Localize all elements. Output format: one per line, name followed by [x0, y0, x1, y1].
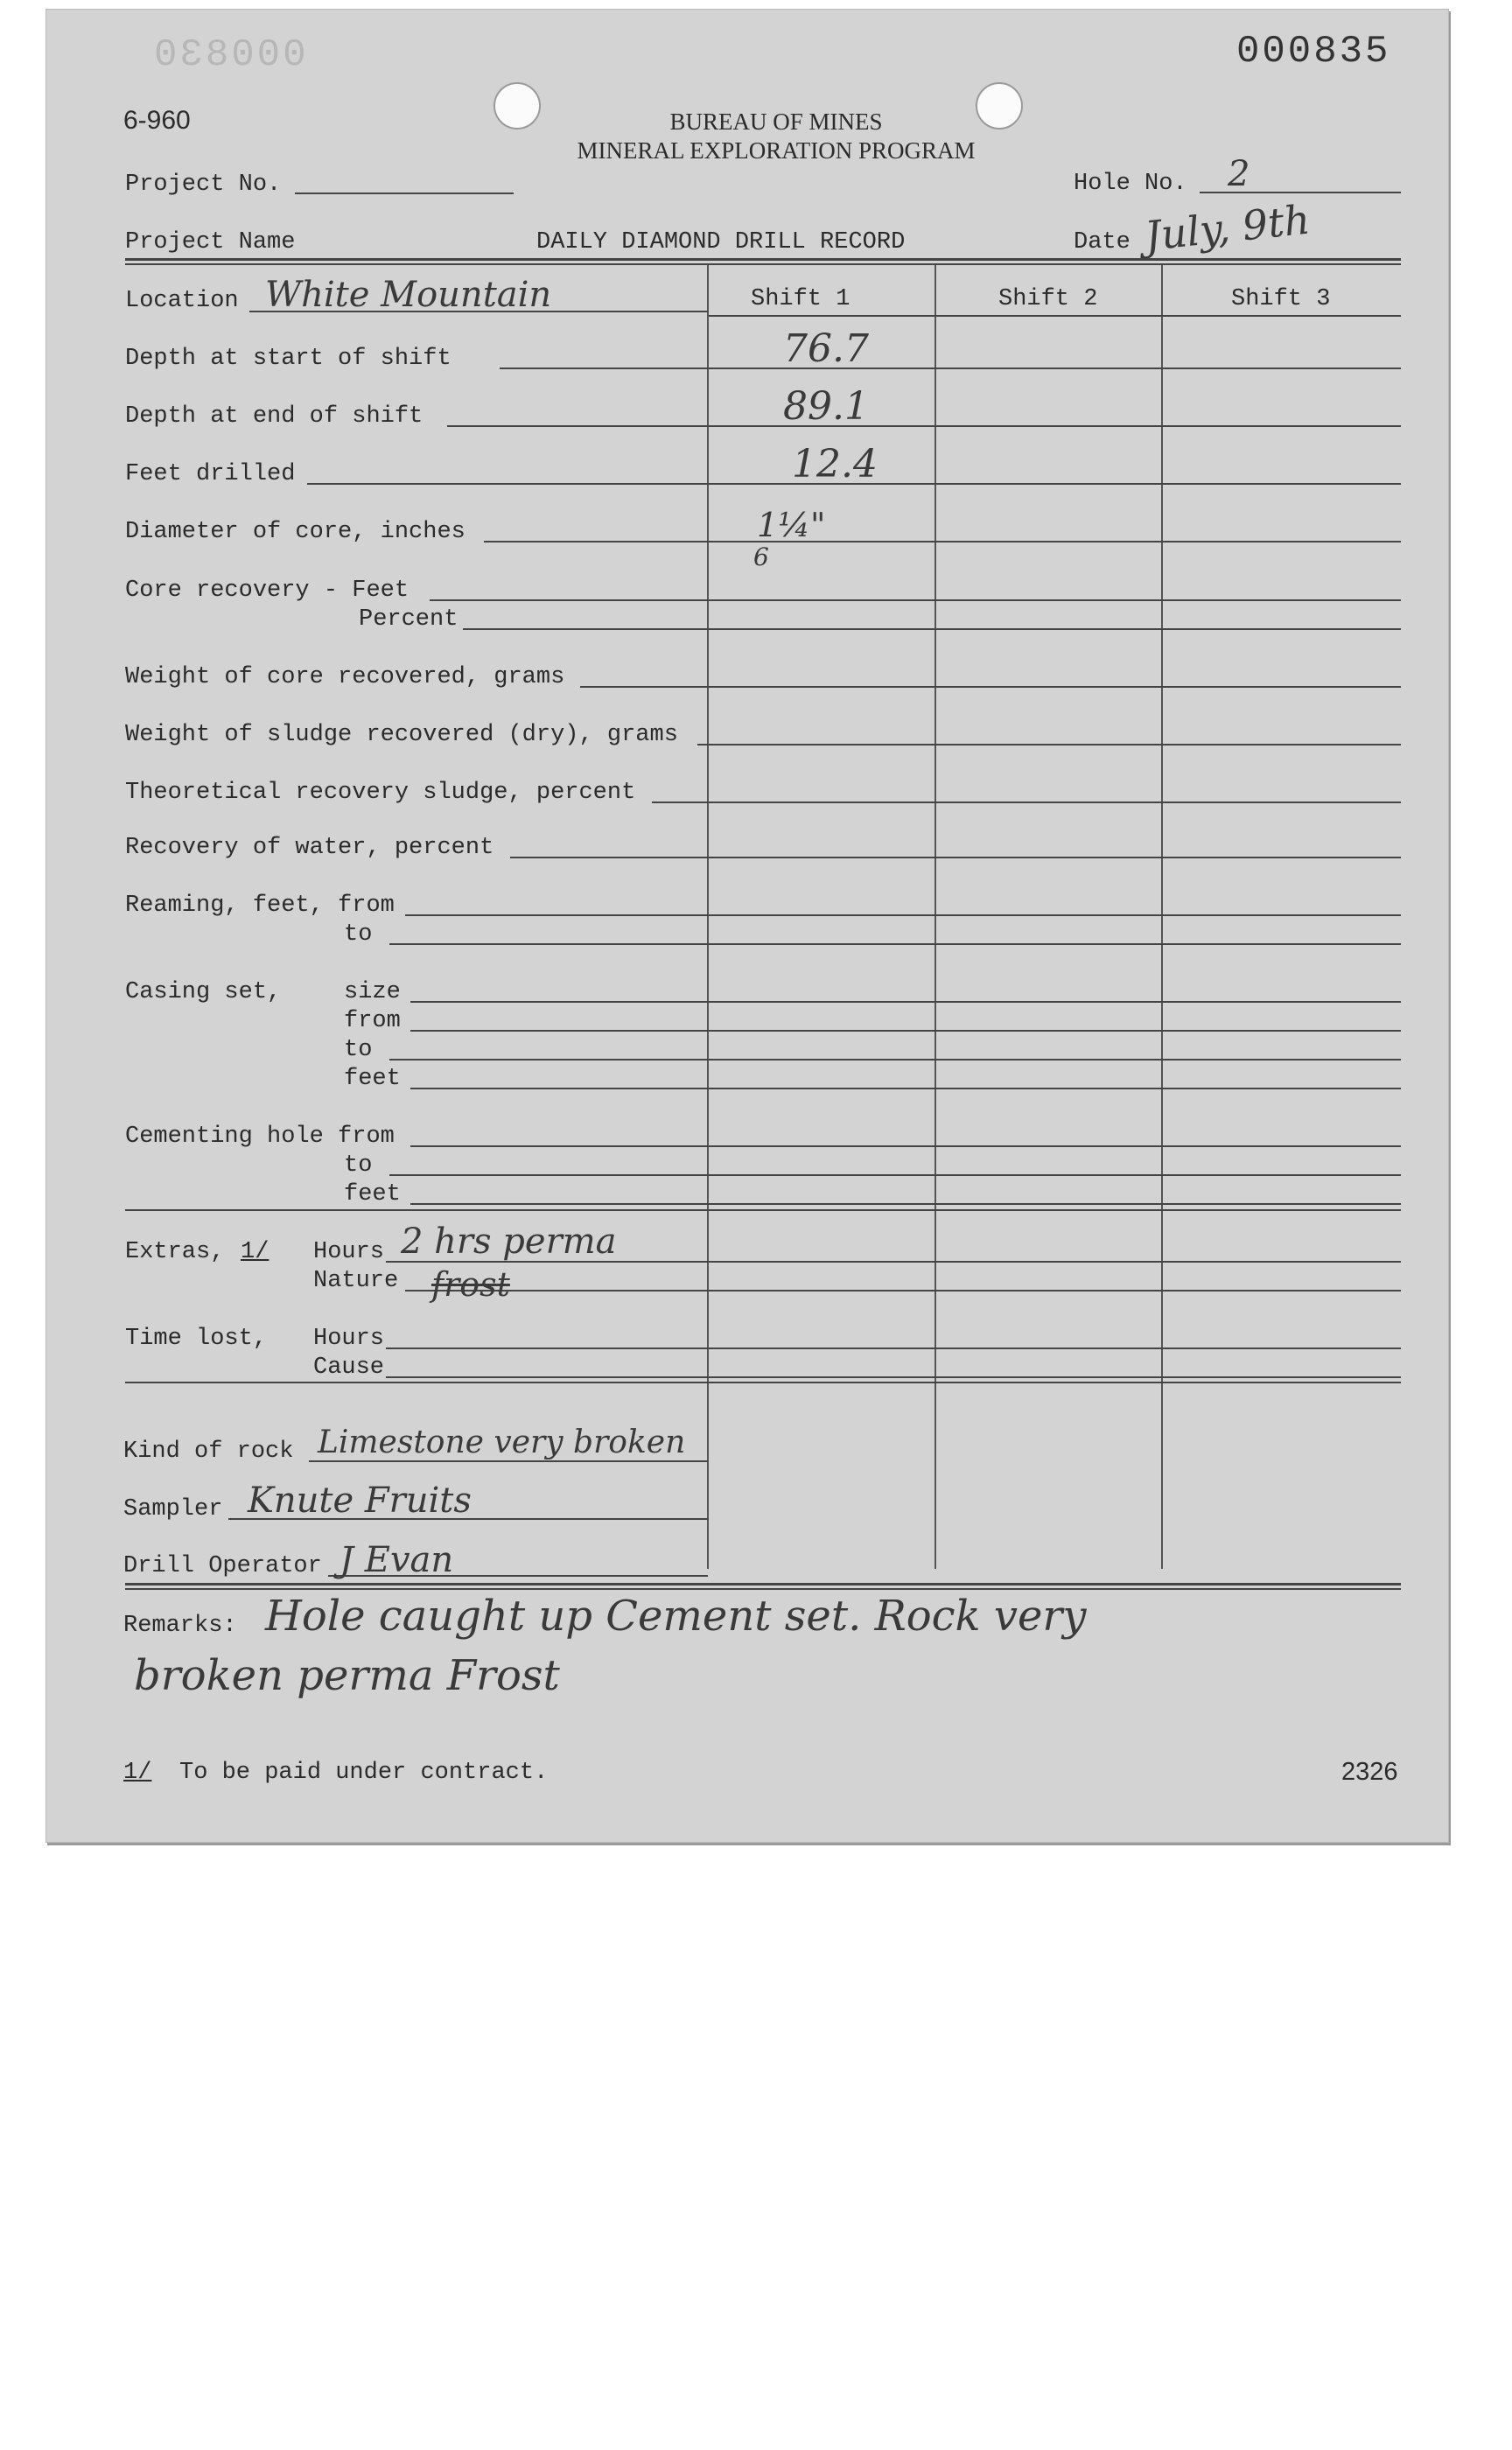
table-bottom-rule — [125, 1583, 1401, 1586]
core-diameter-line — [484, 541, 1401, 542]
col-divider-2 — [934, 265, 936, 1569]
core-diameter-shift1: 1¼" — [757, 506, 826, 544]
extras-hours-label: Hours — [313, 1239, 385, 1265]
table-top-rule-2 — [125, 263, 1401, 265]
extras-footnote-ref: 1/ — [241, 1239, 270, 1265]
shift-1-header: Shift 1 — [751, 286, 850, 312]
casing-to-line — [389, 1059, 1401, 1060]
table-top-rule — [125, 258, 1401, 261]
table-bottom-rule-2 — [125, 1588, 1401, 1590]
weight-core-line — [580, 686, 1401, 688]
time-lost-hours-label: Hours — [313, 1326, 385, 1352]
core-recovery-percent-label: Percent — [359, 606, 458, 633]
weight-sludge-label: Weight of sludge recovered (dry), grams — [125, 722, 678, 748]
weight-sludge-line — [697, 744, 1401, 746]
reaming-to-label: to — [344, 921, 373, 948]
time-lost-hours-line — [386, 1348, 1401, 1349]
project-no-label: Project No. — [125, 172, 282, 198]
theoretical-sludge-label: Theoretical recovery sludge, percent — [125, 780, 636, 806]
date-label: Date — [1074, 229, 1130, 256]
shift-2-header: Shift 2 — [998, 286, 1098, 312]
reaming-label: Reaming, feet, from — [125, 892, 395, 919]
location-label: Location — [125, 288, 239, 314]
kind-of-rock-value: Limestone very broken — [318, 1424, 686, 1460]
extras-label: Extras, — [125, 1239, 225, 1265]
col-divider-1 — [707, 265, 709, 1569]
weight-core-label: Weight of core recovered, grams — [125, 664, 565, 690]
core-recovery-feet-line — [430, 599, 1401, 601]
time-lost-cause-line — [386, 1376, 1401, 1378]
theoretical-sludge-line — [652, 802, 1401, 803]
reaming-to-line — [389, 943, 1401, 945]
serial-stamp-ghost: 000830 — [151, 33, 306, 77]
hole-no-value: 2 — [1228, 154, 1250, 194]
extras-hours-value: 2 hrs perma — [401, 1222, 617, 1262]
serial-stamp: 000835 — [1236, 30, 1391, 74]
feet-drilled-label: Feet drilled — [125, 461, 296, 487]
remarks-line-1: Hole caught up Cement set. Rock very — [265, 1592, 1087, 1641]
casing-feet-line — [410, 1088, 1401, 1089]
page-number: 2326 — [1341, 1758, 1398, 1786]
punch-hole-right — [976, 82, 1023, 130]
drill-operator-value: J Evan — [340, 1540, 454, 1580]
location-shift-line — [709, 315, 1401, 317]
form-number: 6-960 — [123, 106, 191, 135]
col-divider-3 — [1161, 265, 1163, 1569]
extras-nature-line — [405, 1290, 1401, 1292]
depth-start-shift1: 76.7 — [783, 326, 869, 371]
core-diameter-label: Diameter of core, inches — [125, 519, 466, 545]
cementing-rule — [125, 1209, 1401, 1211]
depth-end-shift1: 89.1 — [783, 384, 869, 429]
sampler-label: Sampler — [123, 1496, 223, 1522]
extras-nature-value: frost — [431, 1265, 510, 1304]
drill-operator-label: Drill Operator — [123, 1553, 322, 1579]
cementing-to-line — [389, 1174, 1401, 1176]
casing-from-line — [410, 1030, 1401, 1032]
shift-3-header: Shift 3 — [1231, 286, 1331, 312]
core-diameter-shift1-note: 6 — [753, 542, 769, 571]
bureau-title: BUREAU OF MINES — [669, 108, 883, 135]
hole-no-label: Hole No. — [1074, 171, 1187, 197]
depth-start-label: Depth at start of shift — [125, 346, 452, 372]
recovery-water-label: Recovery of water, percent — [125, 835, 494, 861]
recovery-water-line — [510, 857, 1401, 858]
core-recovery-label: Core recovery - Feet — [125, 578, 410, 604]
casing-size-line — [410, 1001, 1401, 1003]
location-value: White Mountain — [265, 275, 552, 315]
project-no-line — [295, 192, 514, 194]
time-lost-rule — [125, 1382, 1401, 1383]
casing-feet-label: feet — [344, 1066, 401, 1092]
kind-of-rock-label: Kind of rock — [123, 1438, 294, 1465]
program-title: MINERAL EXPLORATION PROGRAM — [577, 137, 976, 164]
feet-drilled-shift1: 12.4 — [792, 442, 878, 486]
kind-of-rock-line — [309, 1460, 708, 1462]
cementing-feet-line — [410, 1203, 1401, 1205]
date-value: July, 9th — [1142, 195, 1312, 260]
punch-hole-left — [494, 82, 541, 130]
footnote-marker: 1/ — [123, 1760, 152, 1786]
casing-from-label: from — [344, 1008, 401, 1034]
extras-nature-label: Nature — [313, 1268, 399, 1294]
form-sheet — [46, 9, 1449, 1843]
cementing-from-line — [410, 1145, 1401, 1147]
depth-end-line — [447, 425, 1401, 427]
remarks-line-2: broken perma Frost — [134, 1651, 560, 1700]
depth-start-line — [500, 368, 1401, 369]
time-lost-label: Time lost, — [125, 1326, 268, 1352]
depth-end-label: Depth at end of shift — [125, 403, 424, 430]
casing-to-label: to — [344, 1037, 373, 1063]
cementing-feet-label: feet — [344, 1181, 401, 1208]
footnote-text: To be paid under contract. — [179, 1760, 549, 1786]
core-recovery-percent-line — [463, 628, 1401, 630]
casing-size-label: size — [344, 979, 401, 1005]
cementing-label: Cementing hole from — [125, 1124, 395, 1150]
time-lost-cause-label: Cause — [313, 1354, 385, 1381]
casing-label: Casing set, — [125, 979, 282, 1005]
sampler-value: Knute Fruits — [248, 1480, 472, 1521]
remarks-label: Remarks: — [123, 1613, 237, 1639]
project-name-label: Project Name — [125, 229, 296, 256]
record-title: DAILY DIAMOND DRILL RECORD — [536, 229, 906, 256]
reaming-from-line — [405, 914, 1401, 916]
cementing-to-label: to — [344, 1152, 373, 1179]
